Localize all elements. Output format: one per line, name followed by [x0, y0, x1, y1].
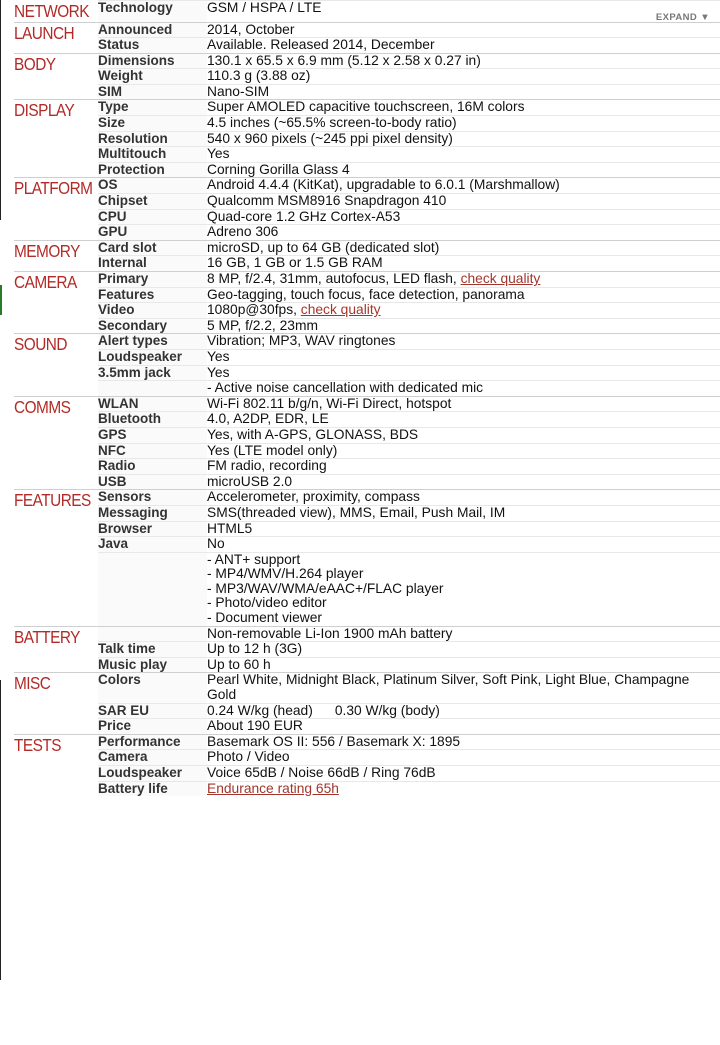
- spec-value: [207, 84, 720, 100]
- category-camera[interactable]: CAMERA: [14, 272, 88, 334]
- spec-value-text: Nano-SIM: [207, 83, 270, 99]
- spec-row-sound: [14, 334, 720, 350]
- spec-value: [207, 53, 720, 69]
- spec-value: [207, 100, 720, 116]
- spec-value-text: No: [207, 536, 225, 552]
- spec-row-features: [14, 505, 720, 521]
- spec-row-comms: [14, 474, 720, 490]
- spec-row-battery: [14, 657, 720, 673]
- spec-row-battery: [14, 642, 720, 658]
- spec-value-line: - ANT+ support: [207, 551, 301, 567]
- spec-title[interactable]: Protection: [98, 162, 207, 178]
- spec-title[interactable]: Music play: [98, 657, 207, 673]
- spec-value-text: Yes, with A-GPS, GLONASS, BDS: [207, 426, 419, 442]
- spec-row-platform: [14, 194, 720, 210]
- spec-title[interactable]: Technology: [98, 1, 207, 23]
- spec-row-display: [14, 116, 720, 132]
- spec-title[interactable]: [98, 626, 207, 642]
- spec-title[interactable]: Size: [98, 116, 207, 132]
- spec-value: [207, 178, 720, 194]
- spec-value: [207, 256, 720, 272]
- spec-row-features: [14, 537, 720, 553]
- spec-value-text: Accelerometer, proximity, compass: [207, 489, 420, 505]
- spec-row-comms: [14, 412, 720, 428]
- spec-title[interactable]: Multitouch: [98, 147, 207, 163]
- spec-value: [207, 365, 720, 381]
- spec-value: [207, 673, 720, 703]
- spec-value: [207, 1, 720, 23]
- spec-value-text: 4.0, A2DP, EDR, LE: [207, 411, 329, 427]
- spec-value-text: Voice 65dB / Noise 66dB / Ring 76dB: [207, 765, 436, 780]
- spec-value-text: 540 x 960 pixels (~245 ppi pixel density): [207, 130, 453, 146]
- spec-value-text: 0.24 W/kg (head): [207, 702, 313, 718]
- category-memory[interactable]: MEMORY: [14, 240, 88, 271]
- specs-list: [14, 0, 720, 796]
- spec-value-line: - MP4/WMV/H.264 player: [207, 566, 364, 582]
- spec-value-text: 2014, October: [207, 21, 295, 37]
- spec-title[interactable]: Camera: [98, 750, 207, 766]
- spec-value: [207, 240, 720, 256]
- spec-title[interactable]: Loudspeaker: [98, 349, 207, 365]
- category-launch[interactable]: LAUNCH: [14, 22, 88, 53]
- spec-value-text: Wi-Fi 802.11 b/g/n, Wi-Fi Direct, hotspot: [207, 395, 452, 411]
- spec-value-text: Available. Released 2014, December: [207, 37, 435, 53]
- spec-row-camera: [14, 272, 720, 288]
- spec-value-line: - MP3/WAV/WMA/eAAC+/FLAC player: [207, 580, 444, 596]
- spec-title[interactable]: NFC: [98, 443, 207, 459]
- spec-value-text: 16 GB, 1 GB or 1.5 GB RAM: [207, 255, 383, 271]
- category-sound[interactable]: SOUND: [14, 334, 88, 396]
- spec-title[interactable]: Resolution: [98, 131, 207, 147]
- spec-value: [207, 69, 720, 85]
- spec-value: [207, 287, 720, 303]
- spec-value-link[interactable]: check quality: [460, 271, 541, 286]
- spec-value-text: Non-removable Li-Ion 1900 mAh battery: [207, 625, 453, 641]
- spec-value-text: Super AMOLED capacitive touchscreen, 16M colors: [207, 99, 525, 115]
- spec-value-text: Yes: [207, 364, 230, 380]
- spec-row-features: [14, 552, 720, 626]
- spec-value: [207, 318, 720, 334]
- spec-row-comms: [14, 427, 720, 443]
- spec-value-text: - Active noise cancellation with dedicated mic: [207, 380, 484, 396]
- spec-value: [207, 490, 720, 506]
- spec-value-text: 4.5 inches (~65.5% screen-to-body ratio): [207, 115, 457, 131]
- spec-row-tests: [14, 750, 720, 766]
- category-tests[interactable]: TESTS: [14, 734, 88, 796]
- spec-title[interactable]: Browser: [98, 521, 207, 537]
- spec-value: [207, 781, 720, 796]
- spec-value: [207, 657, 720, 673]
- spec-title[interactable]: GPS: [98, 427, 207, 443]
- spec-row-camera: [14, 303, 720, 319]
- spec-value-link[interactable]: Endurance rating 65h: [207, 780, 339, 796]
- spec-row-tests: [14, 766, 720, 782]
- spec-value-text-secondary: 0.30 W/kg (body): [334, 702, 440, 718]
- spec-value-text: Up to 12 h (3G): [207, 641, 303, 657]
- spec-row-sound: [14, 381, 720, 397]
- spec-row-sound: [14, 365, 720, 381]
- spec-value-text: microSD, up to 64 GB (dedicated slot): [207, 239, 440, 255]
- left-edge-strip-lower: [0, 680, 1, 980]
- spec-title[interactable]: Internal: [98, 256, 207, 272]
- spec-row-battery: [14, 626, 720, 642]
- spec-value: [207, 272, 720, 288]
- spec-value-text: Quad-core 1.2 GHz Cortex-A53: [207, 208, 401, 224]
- spec-value-text: Yes (LTE model only): [207, 442, 338, 458]
- spec-title[interactable]: SAR EU: [98, 703, 207, 719]
- spec-row-comms: [14, 443, 720, 459]
- spec-value: [207, 162, 720, 178]
- spec-row-display: [14, 147, 720, 163]
- spec-value-text: Yes: [207, 146, 230, 162]
- spec-title[interactable]: Weight: [98, 69, 207, 85]
- spec-value-text: FM radio, recording: [207, 458, 327, 474]
- spec-value-text: Basemark OS II: 556 / Basemark X: 1895: [207, 733, 461, 749]
- spec-value: [207, 719, 720, 735]
- category-display[interactable]: DISPLAY: [14, 100, 88, 178]
- spec-row-comms: [14, 396, 720, 412]
- spec-value: [207, 750, 720, 766]
- spec-value-text: GSM / HSPA / LTE: [207, 0, 322, 15]
- spec-row-misc: [14, 673, 720, 703]
- category-comms[interactable]: COMMS: [14, 396, 88, 490]
- spec-title[interactable]: 3.5mm jack: [98, 365, 207, 381]
- spec-value: [207, 303, 720, 319]
- spec-title[interactable]: Talk time: [98, 642, 207, 658]
- spec-title[interactable]: Bluetooth: [98, 412, 207, 428]
- spec-title[interactable]: [98, 381, 207, 397]
- spec-value: [207, 412, 720, 428]
- spec-row-body: [14, 69, 720, 85]
- spec-value-text: About 190 EUR: [207, 718, 303, 734]
- spec-value: [207, 209, 720, 225]
- spec-value: [207, 38, 720, 54]
- spec-row-camera: [14, 287, 720, 303]
- spec-title[interactable]: Loudspeaker: [98, 766, 207, 782]
- spec-row-comms: [14, 459, 720, 475]
- spec-title[interactable]: Type: [98, 100, 207, 116]
- spec-value: [207, 766, 720, 782]
- spec-value: [207, 225, 720, 241]
- spec-value: [207, 194, 720, 210]
- spec-value: [207, 537, 720, 553]
- left-edge-accent: [0, 285, 2, 315]
- left-edge-strip: [0, 0, 1, 220]
- spec-value-text: 130.1 x 65.5 x 6.9 mm (5.12 x 2.58 x 0.27 in): [207, 52, 481, 68]
- spec-row-platform: [14, 209, 720, 225]
- spec-title[interactable]: WLAN: [98, 396, 207, 412]
- spec-value-line: - Photo/video editor: [207, 595, 327, 611]
- spec-value: [207, 22, 720, 38]
- spec-row-features: [14, 490, 720, 506]
- spec-value-text: 110.3 g (3.88 oz): [207, 68, 311, 84]
- spec-value-text: 5 MP, f/2.2, 23mm: [207, 317, 318, 333]
- spec-title[interactable]: Video: [98, 303, 207, 319]
- specs-table: [14, 0, 720, 796]
- spec-title[interactable]: Battery life: [98, 781, 207, 796]
- spec-row-tests: [14, 781, 720, 796]
- spec-value-text: 1080p@30fps,: [207, 302, 301, 318]
- spec-value: [207, 521, 720, 537]
- spec-row-body: [14, 53, 720, 69]
- spec-value: [207, 505, 720, 521]
- spec-row-camera: [14, 318, 720, 334]
- spec-title[interactable]: Announced: [98, 22, 207, 38]
- spec-row-platform: [14, 225, 720, 241]
- spec-value: [207, 427, 720, 443]
- spec-value-text: Android 4.4.4 (KitKat), upgradable to 6.0.1 (Marshmallow): [207, 177, 560, 193]
- spec-title[interactable]: CPU: [98, 209, 207, 225]
- spec-title[interactable]: Card slot: [98, 240, 207, 256]
- category-platform[interactable]: PLATFORM: [14, 178, 88, 240]
- spec-row-network: [14, 1, 720, 23]
- spec-value: [207, 131, 720, 147]
- spec-value: [207, 116, 720, 132]
- spec-value: [207, 396, 720, 412]
- category-features[interactable]: FEATURES: [14, 490, 88, 626]
- spec-row-display: [14, 131, 720, 147]
- spec-value: [207, 642, 720, 658]
- spec-title[interactable]: Status: [98, 38, 207, 54]
- spec-value-line: - Document viewer: [207, 610, 323, 626]
- spec-value: [207, 552, 720, 626]
- spec-value: [207, 734, 720, 750]
- spec-value: [207, 703, 720, 719]
- spec-row-tests: [14, 734, 720, 750]
- spec-title[interactable]: Chipset: [98, 194, 207, 210]
- spec-title[interactable]: Price: [98, 719, 207, 735]
- spec-title[interactable]: GPU: [98, 225, 207, 241]
- spec-value: [207, 626, 720, 642]
- spec-title[interactable]: Colors: [98, 673, 207, 703]
- category-battery[interactable]: BATTERY: [14, 626, 88, 673]
- spec-value-text: Adreno 306: [207, 224, 279, 240]
- spec-value-text: 8 MP, f/2.4, 31mm, autofocus, LED flash,: [207, 271, 461, 286]
- spec-value-text: Yes: [207, 348, 230, 364]
- spec-value-text: Vibration; MP3, WAV ringtones: [207, 333, 396, 349]
- spec-title[interactable]: Java: [98, 537, 207, 553]
- category-misc[interactable]: MISC: [14, 673, 88, 734]
- spec-value-text: Pearl White, Midnight Black, Platinum Silver, Soft Pink, Light Blue, Champagne Gold: [207, 672, 690, 703]
- spec-title[interactable]: [98, 552, 207, 626]
- spec-title[interactable]: OS: [98, 178, 207, 194]
- spec-row-features: [14, 521, 720, 537]
- spec-value-text: Photo / Video: [207, 749, 290, 765]
- spec-title[interactable]: Primary: [98, 272, 207, 288]
- spec-value: [207, 147, 720, 163]
- spec-title[interactable]: SIM: [98, 84, 207, 100]
- spec-value-text: microUSB 2.0: [207, 473, 293, 489]
- spec-title[interactable]: Secondary: [98, 318, 207, 334]
- category-body[interactable]: BODY: [14, 53, 88, 100]
- spec-value-text: Corning Gorilla Glass 4: [207, 161, 350, 177]
- spec-row-body: [14, 84, 720, 100]
- spec-row-platform: [14, 178, 720, 194]
- spec-value: [207, 334, 720, 350]
- spec-value-text: Up to 60 h: [207, 656, 271, 672]
- spec-row-memory: [14, 256, 720, 272]
- spec-title[interactable]: Alert types: [98, 334, 207, 350]
- spec-row-memory: [14, 240, 720, 256]
- spec-title[interactable]: Radio: [98, 459, 207, 475]
- spec-value: [207, 443, 720, 459]
- spec-title[interactable]: Messaging: [98, 505, 207, 521]
- spec-value-link[interactable]: check quality: [300, 302, 381, 318]
- spec-value-text: SMS(threaded view), MMS, Email, Push Mail, IM: [207, 504, 506, 520]
- spec-title[interactable]: USB: [98, 474, 207, 490]
- spec-row-display: [14, 100, 720, 116]
- spec-title[interactable]: Features: [98, 287, 207, 303]
- spec-title[interactable]: Performance: [98, 734, 207, 750]
- spec-value: [207, 459, 720, 475]
- spec-value-text: Geo-tagging, touch focus, face detection, panorama: [207, 286, 525, 302]
- spec-row-display: [14, 162, 720, 178]
- spec-value-text: Qualcomm MSM8916 Snapdragon 410: [207, 193, 447, 209]
- expand-arrow-icon: ▼: [700, 12, 710, 23]
- spec-value: [207, 474, 720, 490]
- spec-value: [207, 349, 720, 365]
- spec-value-text: HTML5: [207, 520, 253, 536]
- spec-row-launch: [14, 38, 720, 54]
- spec-title[interactable]: Dimensions: [98, 53, 207, 69]
- category-network[interactable]: NETWORK: [14, 0, 90, 21]
- spec-value: [207, 381, 720, 397]
- expand-toggle[interactable]: [656, 12, 710, 23]
- spec-row-misc: [14, 719, 720, 735]
- spec-row-launch: [14, 22, 720, 38]
- spec-row-sound: [14, 349, 720, 365]
- spec-title[interactable]: Sensors: [98, 490, 207, 506]
- expand-label: EXPAND: [655, 12, 698, 23]
- spec-row-misc: [14, 703, 720, 719]
